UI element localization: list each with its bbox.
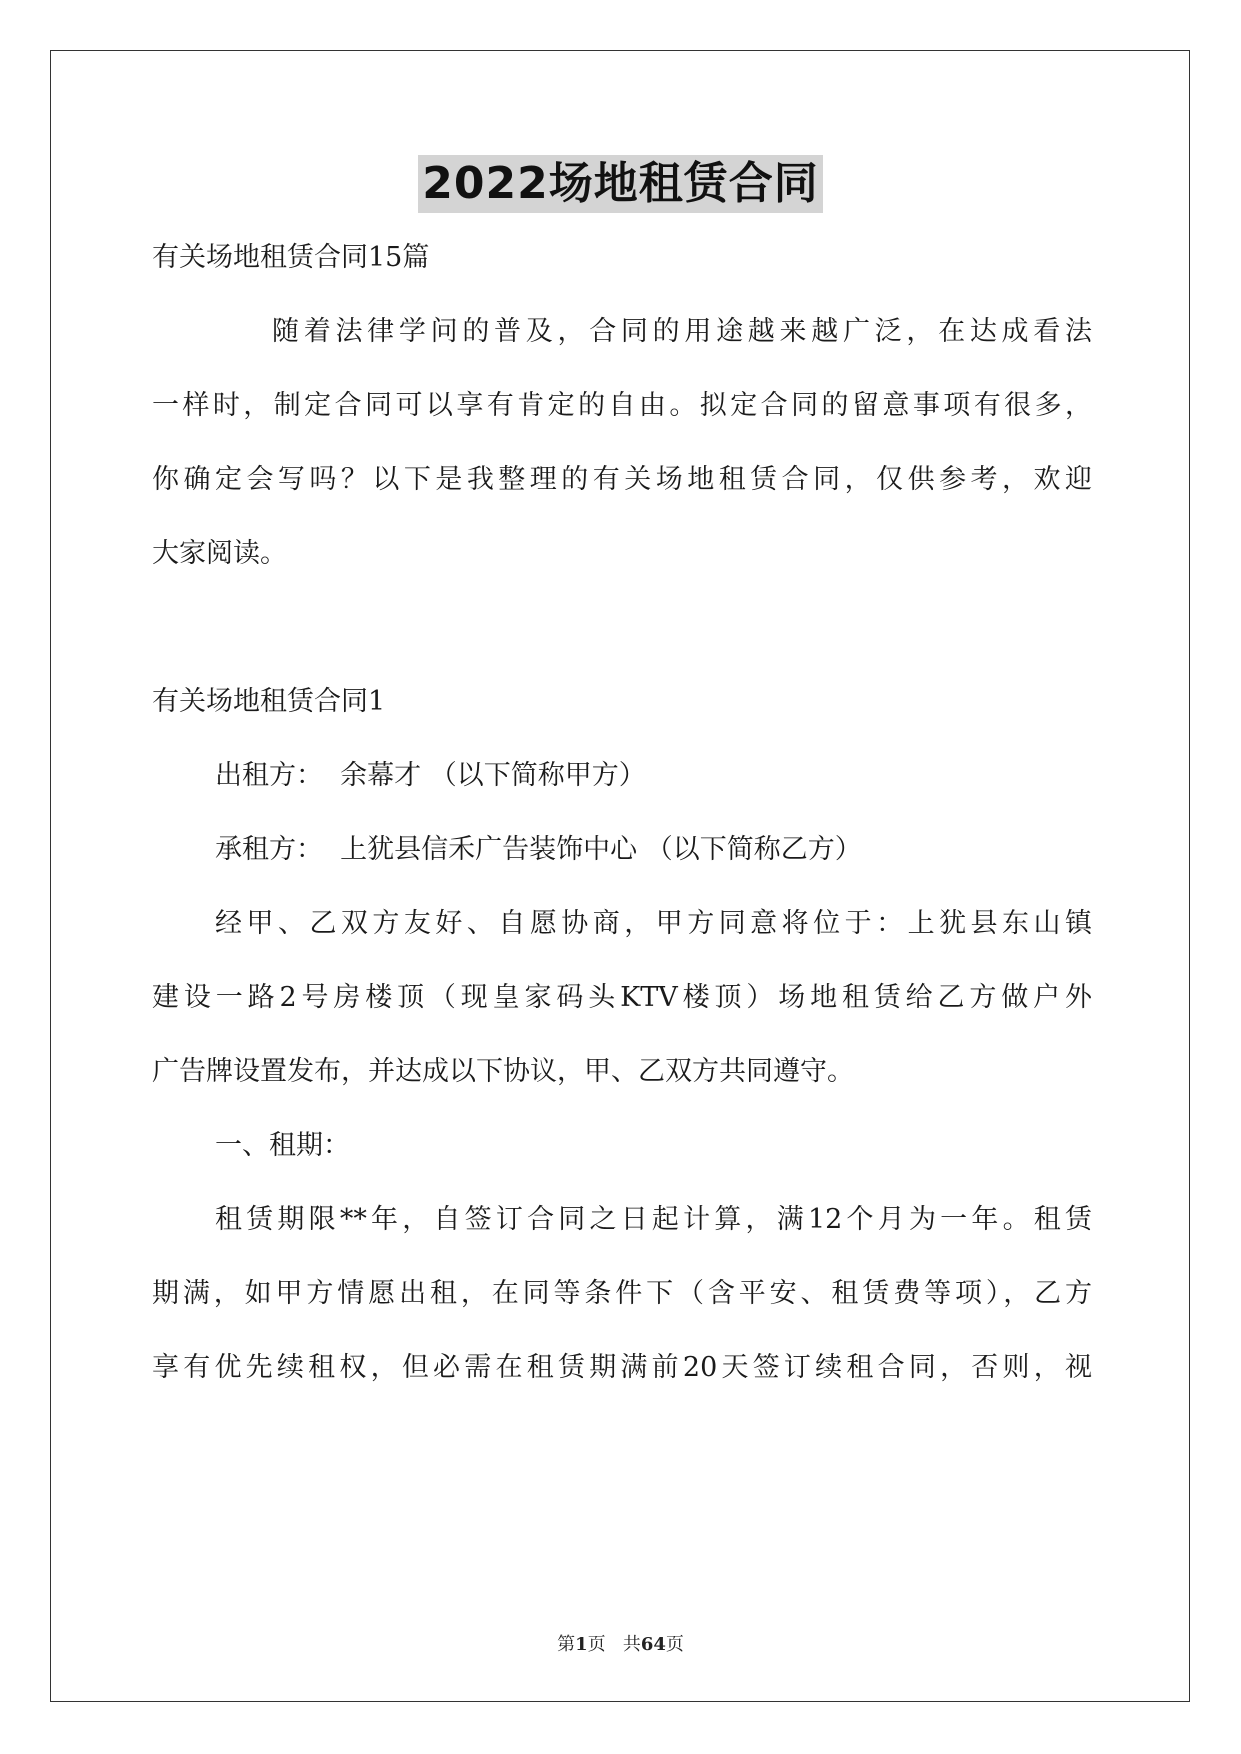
- document-title: 2022场地租赁合同: [418, 155, 822, 213]
- paragraph-line: 你确定会写吗？以下是我整理的有关场地租赁合同，仅供参考，欢迎: [152, 464, 1092, 495]
- subtitle: 有关场地租赁合同15篇: [152, 242, 430, 273]
- title-container: [0, 155, 1241, 213]
- paragraph-line: 大家阅读。: [152, 538, 287, 569]
- total-pages: 64: [640, 1634, 666, 1655]
- page-number: 1: [575, 1634, 588, 1655]
- lessor-line: 出租方： 余幕才 （以下简称甲方）: [215, 760, 646, 791]
- paragraph-line: 期满，如甲方情愿出租，在同等条件下（含平安、租赁费等项），乙方: [152, 1278, 1092, 1309]
- lessee-line: 承租方： 上犹县信禾广告装饰中心 （以下简称乙方）: [215, 834, 862, 865]
- total-prefix: 共: [622, 1634, 641, 1655]
- paragraph-line: 一样时，制定合同可以享有肯定的自由。拟定合同的留意事项有很多，: [152, 390, 1092, 421]
- page-border: [50, 50, 1190, 1702]
- page-prefix: 第: [557, 1634, 576, 1655]
- page-footer: [0, 1630, 1241, 1656]
- section-heading: 有关场地租赁合同1: [152, 686, 386, 717]
- paragraph-line: 经甲、乙双方友好、自愿协商，甲方同意将位于：上犹县东山镇: [215, 908, 1092, 939]
- paragraph-line: 广告牌设置发布，并达成以下协议，甲、乙双方共同遵守。: [152, 1056, 854, 1087]
- paragraph-line: 建设一路2号房楼顶（现皇家码头KTV楼顶）场地租赁给乙方做户外: [152, 982, 1092, 1013]
- paragraph-line: 租赁期限**年，自签订合同之日起计算，满12个月为一年。租赁: [215, 1204, 1092, 1235]
- page-unit: 页: [587, 1634, 606, 1655]
- paragraph-line: 享有优先续租权，但必需在租赁期满前20天签订续租合同，否则，视: [152, 1352, 1092, 1383]
- paragraph-line: 随着法律学问的普及，合同的用途越来越广泛，在达成看法: [272, 316, 1092, 347]
- clause-heading: 一、租期：: [215, 1130, 350, 1161]
- total-unit: 页: [665, 1634, 684, 1655]
